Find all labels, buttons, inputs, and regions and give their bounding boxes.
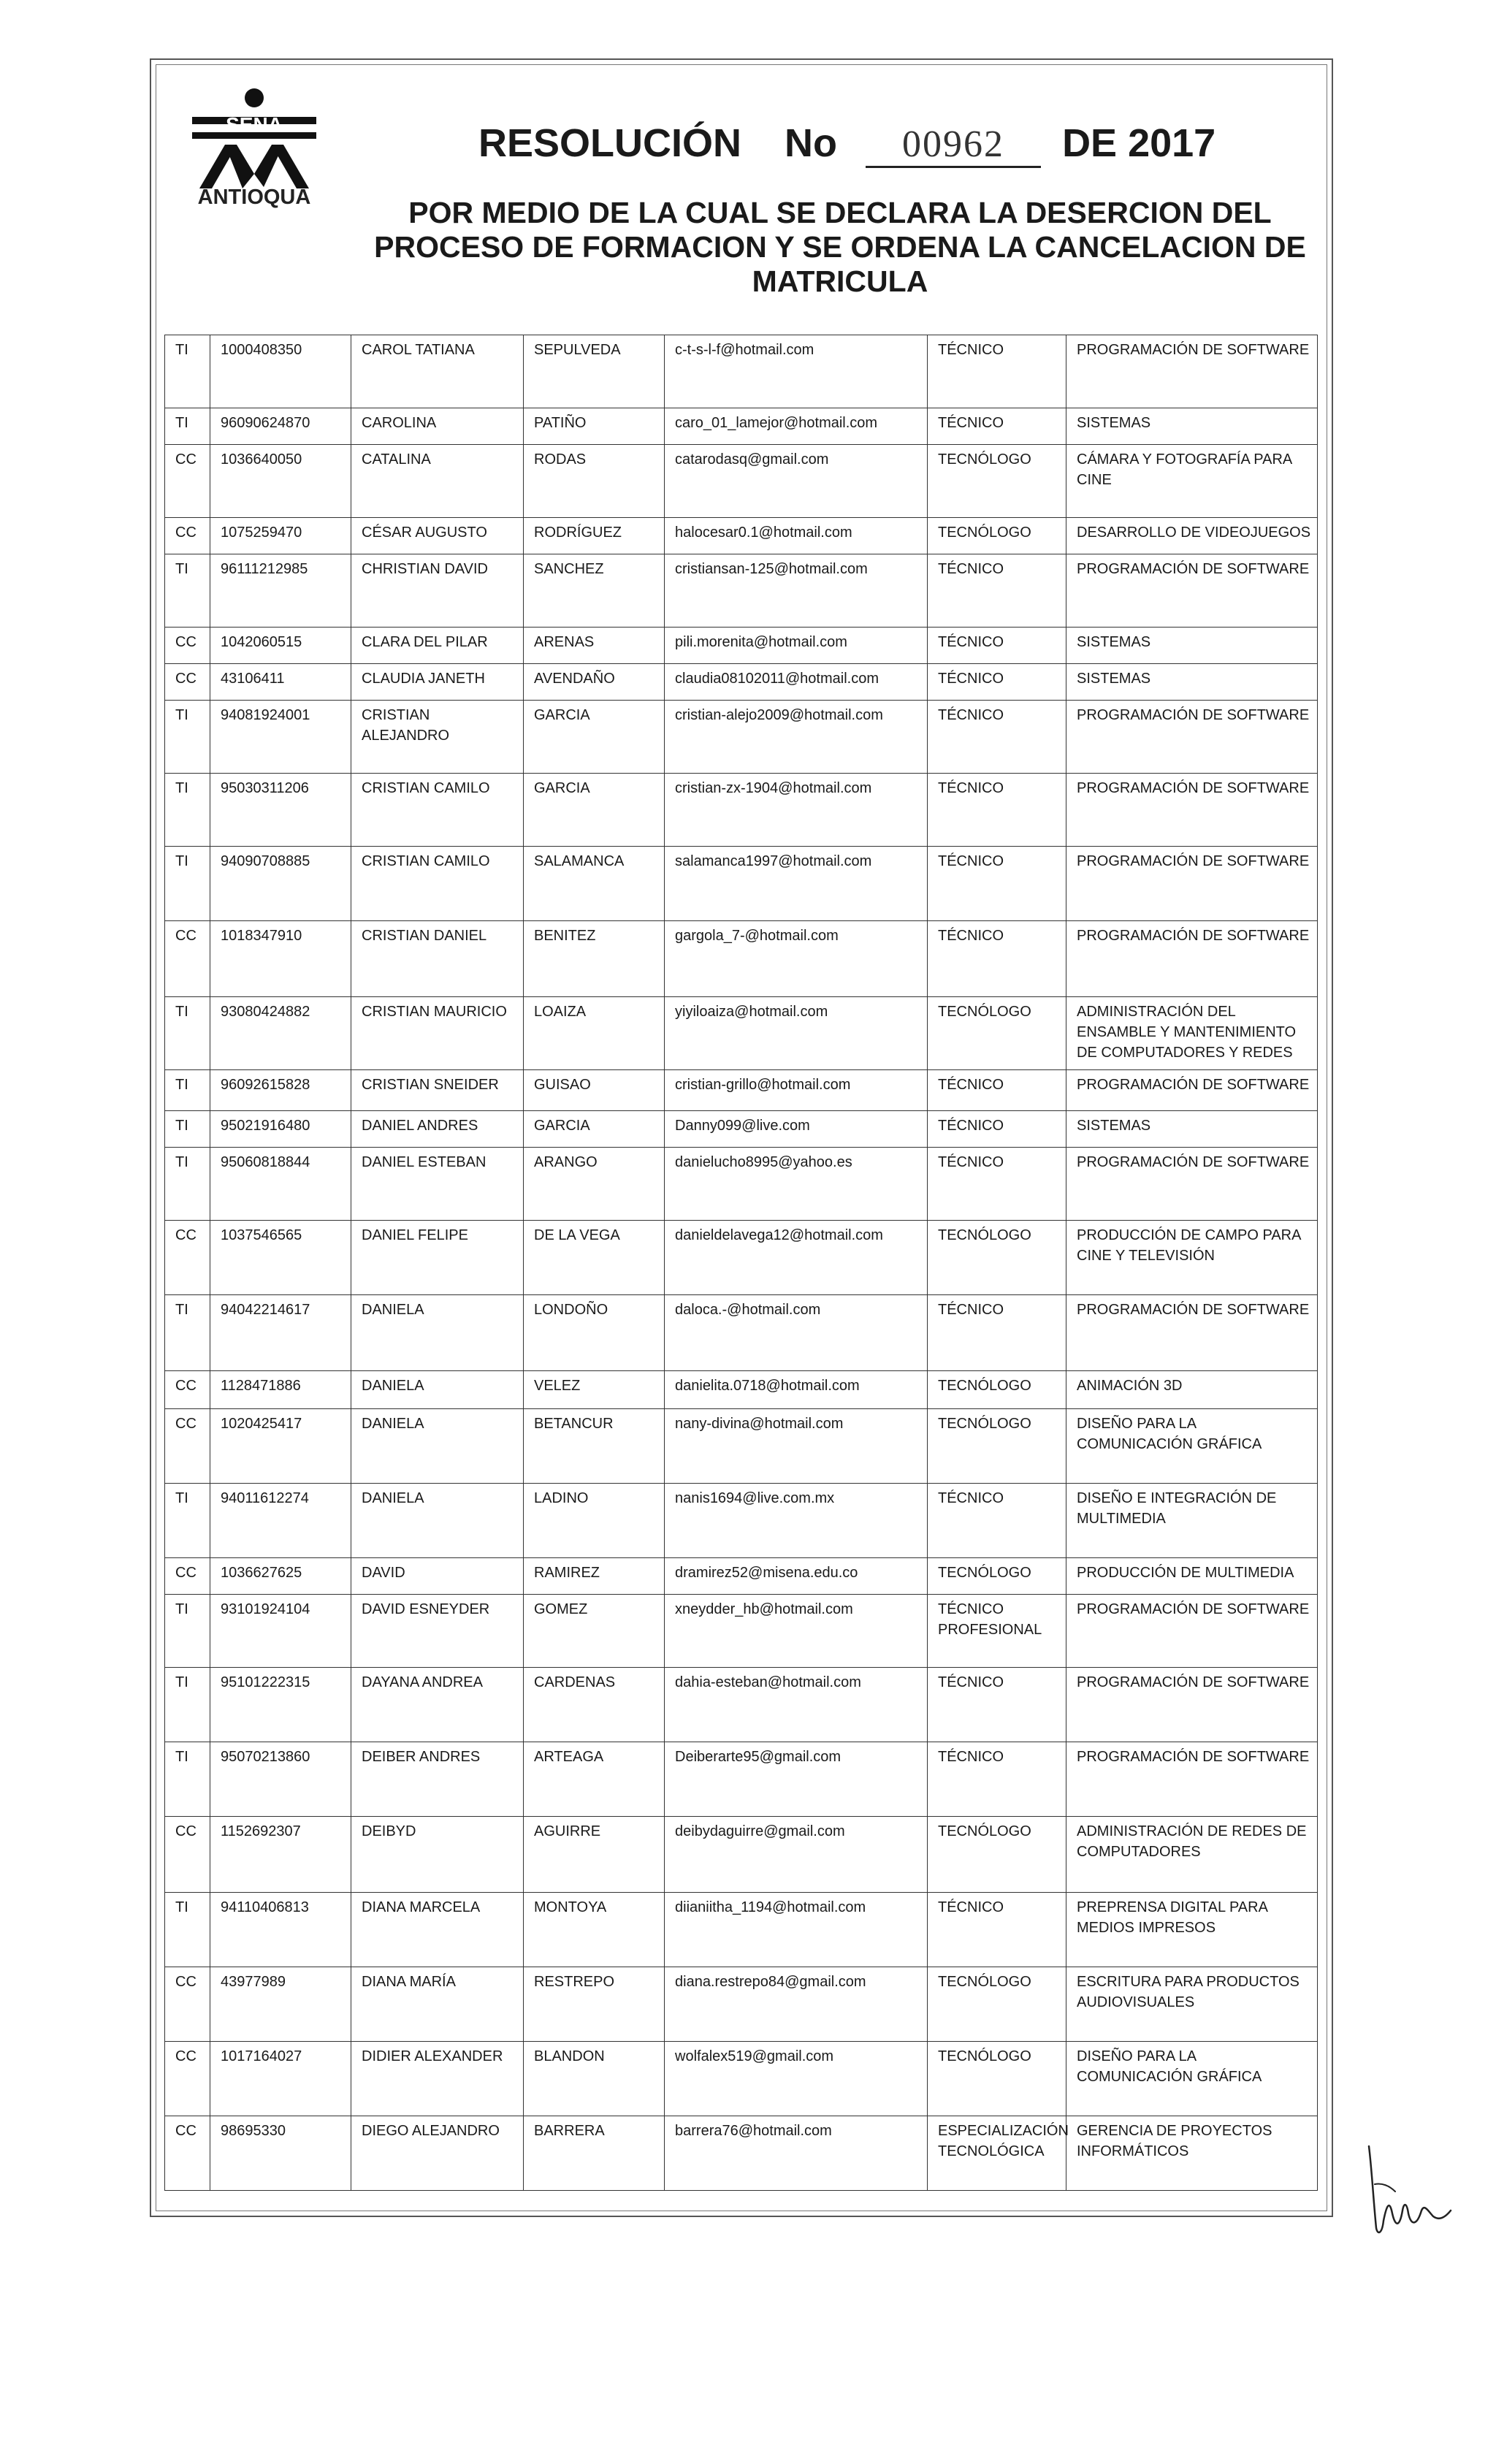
table-row	[165, 847, 1318, 921]
last-name-cell: LONDOÑO	[524, 1295, 665, 1371]
document-number-cell: 98695330	[210, 2116, 351, 2191]
doc-type-cell: TI	[165, 1070, 210, 1111]
table-row	[165, 2042, 1318, 2116]
table-row	[165, 1070, 1318, 1111]
program-cell: PROGRAMACIÓN DE SOFTWARE	[1066, 1668, 1318, 1742]
program-cell: DISEÑO PARA LA COMUNICACIÓN GRÁFICA	[1066, 1409, 1318, 1484]
doc-type-cell: TI	[165, 1595, 210, 1668]
level-cell: TECNÓLOGO	[928, 1817, 1066, 1893]
document-number-cell: 1036627625	[210, 1558, 351, 1595]
last-name-cell: BETANCUR	[524, 1409, 665, 1484]
doc-type-cell: CC	[165, 1221, 210, 1295]
subtitle-line: MATRICULA	[752, 264, 928, 298]
first-name-cell: DAYANA ANDREA	[351, 1668, 524, 1742]
email-cell: daloca.-@hotmail.com	[665, 1295, 928, 1371]
doc-type-cell: TI	[165, 701, 210, 774]
doc-type-cell: TI	[165, 774, 210, 847]
doc-type-cell: TI	[165, 1111, 210, 1148]
level-cell: TÉCNICO	[928, 1111, 1066, 1148]
table-row	[165, 1558, 1318, 1595]
email-cell: catarodasq@gmail.com	[665, 445, 928, 518]
email-cell: dramirez52@misena.edu.co	[665, 1558, 928, 1595]
last-name-cell: ARANGO	[524, 1148, 665, 1221]
program-cell: PROGRAMACIÓN DE SOFTWARE	[1066, 701, 1318, 774]
document-number-cell: 1020425417	[210, 1409, 351, 1484]
program-cell: DISEÑO E INTEGRACIÓN DE MULTIMEDIA	[1066, 1484, 1318, 1558]
table-row	[165, 1221, 1318, 1295]
first-name-cell: CRISTIAN CAMILO	[351, 847, 524, 921]
table-row	[165, 1742, 1318, 1817]
doc-type-cell: CC	[165, 664, 210, 701]
document-number-cell: 94081924001	[210, 701, 351, 774]
level-cell: TECNÓLOGO	[928, 1221, 1066, 1295]
level-cell: TÉCNICO	[928, 628, 1066, 664]
doc-type-cell: CC	[165, 1409, 210, 1484]
last-name-cell: GOMEZ	[524, 1595, 665, 1668]
last-name-cell: DE LA VEGA	[524, 1221, 665, 1295]
document-number-cell: 95101222315	[210, 1668, 351, 1742]
program-cell: SISTEMAS	[1066, 664, 1318, 701]
doc-type-cell: CC	[165, 2116, 210, 2191]
program-cell: ADMINISTRACIÓN DEL ENSAMBLE Y MANTENIMIENTO DE COMPUTADORES Y REDES	[1066, 997, 1318, 1070]
doc-type-cell: CC	[165, 518, 210, 554]
email-cell: cristian-zx-1904@hotmail.com	[665, 774, 928, 847]
last-name-cell: VELEZ	[524, 1371, 665, 1409]
table-row	[165, 445, 1318, 518]
year-label: DE 2017	[1062, 121, 1216, 165]
document-number-cell: 96111212985	[210, 554, 351, 628]
document-number-cell: 1075259470	[210, 518, 351, 554]
doc-type-cell: CC	[165, 628, 210, 664]
table-row	[165, 1595, 1318, 1668]
first-name-cell: CRISTIAN SNEIDER	[351, 1070, 524, 1111]
level-cell: TÉCNICO	[928, 847, 1066, 921]
title-text: RESOLUCIÓN	[478, 121, 742, 165]
last-name-cell: RODAS	[524, 445, 665, 518]
first-name-cell: CRISTIAN ALEJANDRO	[351, 701, 524, 774]
level-cell: TÉCNICO	[928, 1070, 1066, 1111]
email-cell: cristian-alejo2009@hotmail.com	[665, 701, 928, 774]
doc-type-cell: TI	[165, 1148, 210, 1221]
document-number-cell: 95030311206	[210, 774, 351, 847]
resolution-subtitle	[351, 196, 1329, 299]
first-name-cell: CRISTIAN CAMILO	[351, 774, 524, 847]
doc-type-cell: CC	[165, 445, 210, 518]
last-name-cell: RAMIREZ	[524, 1558, 665, 1595]
doc-type-cell: TI	[165, 1893, 210, 1967]
program-cell: SISTEMAS	[1066, 408, 1318, 445]
program-cell: PROGRAMACIÓN DE SOFTWARE	[1066, 1742, 1318, 1817]
doc-type-cell: CC	[165, 1371, 210, 1409]
program-cell: CÁMARA Y FOTOGRAFÍA PARA CINE	[1066, 445, 1318, 518]
email-cell: yiyiloaiza@hotmail.com	[665, 997, 928, 1070]
email-cell: c-t-s-l-f@hotmail.com	[665, 335, 928, 408]
document-number-cell: 93080424882	[210, 997, 351, 1070]
first-name-cell: DAVID	[351, 1558, 524, 1595]
last-name-cell: SEPULVEDA	[524, 335, 665, 408]
document-number-cell: 95070213860	[210, 1742, 351, 1817]
first-name-cell: DIEGO ALEJANDRO	[351, 2116, 524, 2191]
regional-label: ANTIOQUA	[197, 186, 311, 209]
document-number-cell: 94090708885	[210, 847, 351, 921]
level-cell: TÉCNICO	[928, 701, 1066, 774]
level-cell: TÉCNICO PROFESIONAL	[928, 1595, 1066, 1668]
table-row	[165, 1817, 1318, 1893]
program-cell: PREPRENSA DIGITAL PARA MEDIOS IMPRESOS	[1066, 1893, 1318, 1967]
program-cell: PROGRAMACIÓN DE SOFTWARE	[1066, 774, 1318, 847]
first-name-cell: CAROLINA	[351, 408, 524, 445]
first-name-cell: DIANA MARÍA	[351, 1967, 524, 2042]
document-number-cell: 1018347910	[210, 921, 351, 997]
first-name-cell: DANIELA	[351, 1295, 524, 1371]
level-cell: TECNÓLOGO	[928, 445, 1066, 518]
email-cell: diana.restrepo84@gmail.com	[665, 1967, 928, 2042]
last-name-cell: LADINO	[524, 1484, 665, 1558]
program-cell: ESCRITURA PARA PRODUCTOS AUDIOVISUALES	[1066, 1967, 1318, 2042]
last-name-cell: MONTOYA	[524, 1893, 665, 1967]
doc-type-cell: TI	[165, 554, 210, 628]
program-cell: PROGRAMACIÓN DE SOFTWARE	[1066, 1595, 1318, 1668]
doc-type-cell: TI	[165, 1668, 210, 1742]
table-row	[165, 1371, 1318, 1409]
first-name-cell: DEIBYD	[351, 1817, 524, 1893]
table-row	[165, 1668, 1318, 1742]
table-row	[165, 1295, 1318, 1371]
program-cell: PROGRAMACIÓN DE SOFTWARE	[1066, 1295, 1318, 1371]
first-name-cell: DAVID ESNEYDER	[351, 1595, 524, 1668]
document-number-cell: 94011612274	[210, 1484, 351, 1558]
table-row	[165, 518, 1318, 554]
resolution-title	[478, 121, 1216, 172]
email-cell: danielucho8995@yahoo.es	[665, 1148, 928, 1221]
level-cell: TECNÓLOGO	[928, 1371, 1066, 1409]
level-cell: TÉCNICO	[928, 774, 1066, 847]
level-cell: TÉCNICO	[928, 664, 1066, 701]
table-row	[165, 1111, 1318, 1148]
email-cell: gargola_7-@hotmail.com	[665, 921, 928, 997]
last-name-cell: LOAIZA	[524, 997, 665, 1070]
level-cell: TÉCNICO	[928, 335, 1066, 408]
table-row	[165, 997, 1318, 1070]
program-cell: PROGRAMACIÓN DE SOFTWARE	[1066, 1148, 1318, 1221]
email-cell: salamanca1997@hotmail.com	[665, 847, 928, 921]
last-name-cell: BARRERA	[524, 2116, 665, 2191]
first-name-cell: DANIEL ESTEBAN	[351, 1148, 524, 1221]
last-name-cell: GARCIA	[524, 701, 665, 774]
table-row	[165, 1484, 1318, 1558]
doc-type-cell: TI	[165, 408, 210, 445]
email-cell: danielita.0718@hotmail.com	[665, 1371, 928, 1409]
email-cell: claudia08102011@hotmail.com	[665, 664, 928, 701]
last-name-cell: ARENAS	[524, 628, 665, 664]
table-row	[165, 628, 1318, 664]
first-name-cell: DANIELA	[351, 1484, 524, 1558]
doc-type-cell: CC	[165, 1558, 210, 1595]
program-cell: PROGRAMACIÓN DE SOFTWARE	[1066, 554, 1318, 628]
last-name-cell: SALAMANCA	[524, 847, 665, 921]
email-cell: diianiitha_1194@hotmail.com	[665, 1893, 928, 1967]
email-cell: deibydaguirre@gmail.com	[665, 1817, 928, 1893]
document-number-cell: 1042060515	[210, 628, 351, 664]
email-cell: danieldelavega12@hotmail.com	[665, 1221, 928, 1295]
first-name-cell: CRISTIAN DANIEL	[351, 921, 524, 997]
last-name-cell: CARDENAS	[524, 1668, 665, 1742]
level-cell: TÉCNICO	[928, 1295, 1066, 1371]
document-number-cell: 96092615828	[210, 1070, 351, 1111]
document-number-cell: 94042214617	[210, 1295, 351, 1371]
document-number-cell: 1000408350	[210, 335, 351, 408]
table-row	[165, 1409, 1318, 1484]
program-cell: GERENCIA DE PROYECTOS INFORMÁTICOS	[1066, 2116, 1318, 2191]
document-number-cell: 1036640050	[210, 445, 351, 518]
document-number-cell: 1017164027	[210, 2042, 351, 2116]
document-number-cell: 94110406813	[210, 1893, 351, 1967]
document-number-cell: 95021916480	[210, 1111, 351, 1148]
level-cell: TECNÓLOGO	[928, 997, 1066, 1070]
document-number-cell: 95060818844	[210, 1148, 351, 1221]
program-cell: DISEÑO PARA LA COMUNICACIÓN GRÁFICA	[1066, 2042, 1318, 2116]
level-cell: TÉCNICO	[928, 1742, 1066, 1817]
subtitle-line: POR MEDIO DE LA CUAL SE DECLARA LA DESERCION DEL	[408, 196, 1272, 229]
last-name-cell: PATIÑO	[524, 408, 665, 445]
doc-type-cell: TI	[165, 1295, 210, 1371]
program-cell: SISTEMAS	[1066, 628, 1318, 664]
email-cell: caro_01_lamejor@hotmail.com	[665, 408, 928, 445]
email-cell: dahia-esteban@hotmail.com	[665, 1668, 928, 1742]
level-cell: TÉCNICO	[928, 408, 1066, 445]
last-name-cell: GUISAO	[524, 1070, 665, 1111]
level-cell: TECNÓLOGO	[928, 1967, 1066, 2042]
level-cell: TÉCNICO	[928, 554, 1066, 628]
signature	[1360, 2140, 1455, 2243]
number-label: No	[785, 121, 838, 165]
table-row	[165, 1967, 1318, 2042]
first-name-cell: CLARA DEL PILAR	[351, 628, 524, 664]
document-number-cell: 93101924104	[210, 1595, 351, 1668]
program-cell: PRODUCCIÓN DE MULTIMEDIA	[1066, 1558, 1318, 1595]
level-cell: TÉCNICO	[928, 1484, 1066, 1558]
table-row	[165, 2116, 1318, 2191]
email-cell: wolfalex519@gmail.com	[665, 2042, 928, 2116]
document-number-cell: 1037546565	[210, 1221, 351, 1295]
doc-type-cell: TI	[165, 335, 210, 408]
level-cell: TÉCNICO	[928, 921, 1066, 997]
document-number-cell: 1128471886	[210, 1371, 351, 1409]
table-row	[165, 701, 1318, 774]
last-name-cell: BENITEZ	[524, 921, 665, 997]
email-cell: barrera76@hotmail.com	[665, 2116, 928, 2191]
last-name-cell: GARCIA	[524, 1111, 665, 1148]
level-cell: TECNÓLOGO	[928, 2042, 1066, 2116]
logo-wordmark: SENA	[226, 113, 283, 136]
email-cell: xneydder_hb@hotmail.com	[665, 1595, 928, 1668]
table-row	[165, 408, 1318, 445]
last-name-cell: BLANDON	[524, 2042, 665, 2116]
document-number-cell: 96090624870	[210, 408, 351, 445]
program-cell: SISTEMAS	[1066, 1111, 1318, 1148]
email-cell: nanis1694@live.com.mx	[665, 1484, 928, 1558]
doc-type-cell: CC	[165, 1817, 210, 1893]
document-number-cell: 43106411	[210, 664, 351, 701]
level-cell: TECNÓLOGO	[928, 1558, 1066, 1595]
subtitle-line: PROCESO DE FORMACION Y SE ORDENA LA CANCELACION DE	[374, 230, 1306, 264]
doc-type-cell: CC	[165, 1967, 210, 2042]
learners-table	[164, 335, 1317, 2191]
first-name-cell: CÉSAR AUGUSTO	[351, 518, 524, 554]
first-name-cell: DANIEL ANDRES	[351, 1111, 524, 1148]
email-cell: Danny099@live.com	[665, 1111, 928, 1148]
level-cell: ESPECIALIZACIÓN TECNOLÓGICA	[928, 2116, 1066, 2191]
program-cell: PROGRAMACIÓN DE SOFTWARE	[1066, 1070, 1318, 1111]
doc-type-cell: TI	[165, 847, 210, 921]
email-cell: pili.morenita@hotmail.com	[665, 628, 928, 664]
level-cell: TECNÓLOGO	[928, 1409, 1066, 1484]
program-cell: ADMINISTRACIÓN DE REDES DE COMPUTADORES	[1066, 1817, 1318, 1893]
level-cell: TÉCNICO	[928, 1893, 1066, 1967]
doc-type-cell: CC	[165, 2042, 210, 2116]
program-cell: PROGRAMACIÓN DE SOFTWARE	[1066, 847, 1318, 921]
first-name-cell: CATALINA	[351, 445, 524, 518]
last-name-cell: ARTEAGA	[524, 1742, 665, 1817]
first-name-cell: CHRISTIAN DAVID	[351, 554, 524, 628]
level-cell: TÉCNICO	[928, 1148, 1066, 1221]
program-cell: PROGRAMACIÓN DE SOFTWARE	[1066, 921, 1318, 997]
table-row	[165, 664, 1318, 701]
program-cell: PRODUCCIÓN DE CAMPO PARA CINE Y TELEVISIÓN	[1066, 1221, 1318, 1295]
first-name-cell: CRISTIAN MAURICIO	[351, 997, 524, 1070]
first-name-cell: DEIBER ANDRES	[351, 1742, 524, 1817]
last-name-cell: AVENDAÑO	[524, 664, 665, 701]
first-name-cell: CLAUDIA JANETH	[351, 664, 524, 701]
first-name-cell: CAROL TATIANA	[351, 335, 524, 408]
document-number-cell: 1152692307	[210, 1817, 351, 1893]
table-row	[165, 1148, 1318, 1221]
email-cell: cristiansan-125@hotmail.com	[665, 554, 928, 628]
table-row	[165, 335, 1318, 408]
table-row	[165, 921, 1318, 997]
last-name-cell: RESTREPO	[524, 1967, 665, 2042]
table-row	[165, 554, 1318, 628]
last-name-cell: AGUIRRE	[524, 1817, 665, 1893]
first-name-cell: DANIELA	[351, 1371, 524, 1409]
email-cell: cristian-grillo@hotmail.com	[665, 1070, 928, 1111]
program-cell: DESARROLLO DE VIDEOJUEGOS	[1066, 518, 1318, 554]
last-name-cell: GARCIA	[524, 774, 665, 847]
resolution-number: 00962	[866, 123, 1041, 168]
document-number-cell: 43977989	[210, 1967, 351, 2042]
table-row	[165, 1893, 1318, 1967]
program-cell: ANIMACIÓN 3D	[1066, 1371, 1318, 1409]
email-cell: Deiberarte95@gmail.com	[665, 1742, 928, 1817]
level-cell: TECNÓLOGO	[928, 518, 1066, 554]
last-name-cell: SANCHEZ	[524, 554, 665, 628]
last-name-cell: RODRÍGUEZ	[524, 518, 665, 554]
doc-type-cell: TI	[165, 997, 210, 1070]
first-name-cell: DIDIER ALEXANDER	[351, 2042, 524, 2116]
first-name-cell: DIANA MARCELA	[351, 1893, 524, 1967]
doc-type-cell: CC	[165, 921, 210, 997]
level-cell: TÉCNICO	[928, 1668, 1066, 1742]
doc-type-cell: TI	[165, 1484, 210, 1558]
program-cell: PROGRAMACIÓN DE SOFTWARE	[1066, 335, 1318, 408]
first-name-cell: DANIEL FELIPE	[351, 1221, 524, 1295]
doc-type-cell: TI	[165, 1742, 210, 1817]
table-row	[165, 774, 1318, 847]
email-cell: halocesar0.1@hotmail.com	[665, 518, 928, 554]
first-name-cell: DANIELA	[351, 1409, 524, 1484]
email-cell: nany-divina@hotmail.com	[665, 1409, 928, 1484]
